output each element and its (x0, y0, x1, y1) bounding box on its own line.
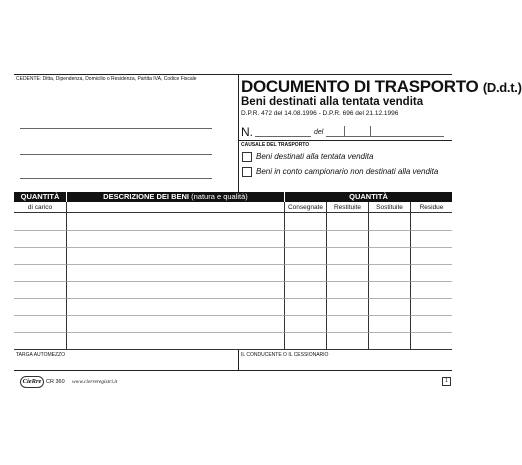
doc-title-main: DOCUMENTO DI TRASPORTO (241, 77, 479, 96)
causale-title: CAUSALE DEL TRASPORTO (241, 142, 310, 148)
number-field[interactable] (255, 136, 311, 137)
description-header-main: DESCRIZIONE DEI BENI (103, 192, 190, 201)
brand-url: www.cierreregistri.it (72, 379, 118, 385)
causale-top-border (238, 140, 452, 141)
cierre-logo: CieRre (20, 376, 44, 388)
qty-right-header: QUANTITÀ (285, 192, 452, 202)
date-tick-2 (370, 126, 371, 137)
date-label: del (314, 129, 324, 136)
qty-load-subheader: di carico (27, 204, 53, 211)
sender-line-2[interactable] (20, 154, 212, 155)
col-residue: Residue (419, 204, 444, 211)
doc-subtitle: Beni destinati alla tentata vendita (241, 96, 424, 108)
driver-label: IL CONDUCENTE O IL CESSIONARIO (241, 352, 329, 358)
number-label: N. (241, 125, 253, 139)
transport-document-form (14, 74, 522, 400)
dpr-reference: D.P.R. 472 del 14.08.1996 - D.P.R. 696 del 21.12.1996 (241, 110, 399, 117)
top-border (14, 74, 452, 75)
goods-table-grid (14, 202, 452, 350)
header-divider (238, 74, 239, 192)
page-number: 1 (442, 377, 451, 386)
sender-line-3[interactable] (20, 178, 212, 179)
doc-title (241, 78, 522, 97)
plate-label: TARGA AUTOMEZZO (16, 352, 65, 358)
description-header (67, 192, 284, 202)
causale-checkbox-2[interactable] (242, 167, 252, 177)
footer-bottom-border (14, 370, 452, 371)
col-sostituite: Sostituite (376, 204, 403, 211)
sender-line-1[interactable] (20, 128, 212, 129)
doc-title-abbr: (D.d.t.) (482, 80, 522, 95)
product-code: CR 360 (46, 379, 65, 385)
col-restituite: Restituite (333, 204, 362, 211)
col-consegnate: Consegnate (287, 204, 324, 211)
causale-option-1: Beni destinati alla tentata vendita (256, 152, 374, 161)
date-tick-1 (344, 126, 345, 137)
sender-label: CEDENTE: Ditta, Dipendenza, Domicilio o Residenza, Partita IVA, Codice Fiscale (16, 76, 197, 82)
footer-divider (238, 350, 239, 370)
causale-checkbox-1[interactable] (242, 152, 252, 162)
causale-option-2: Beni in conto campionario non destinati alla vendita (256, 167, 439, 176)
description-header-note: (natura e qualità) (191, 192, 248, 201)
qty-load-header: QUANTITÀ (14, 192, 66, 202)
goods-table (14, 202, 452, 350)
